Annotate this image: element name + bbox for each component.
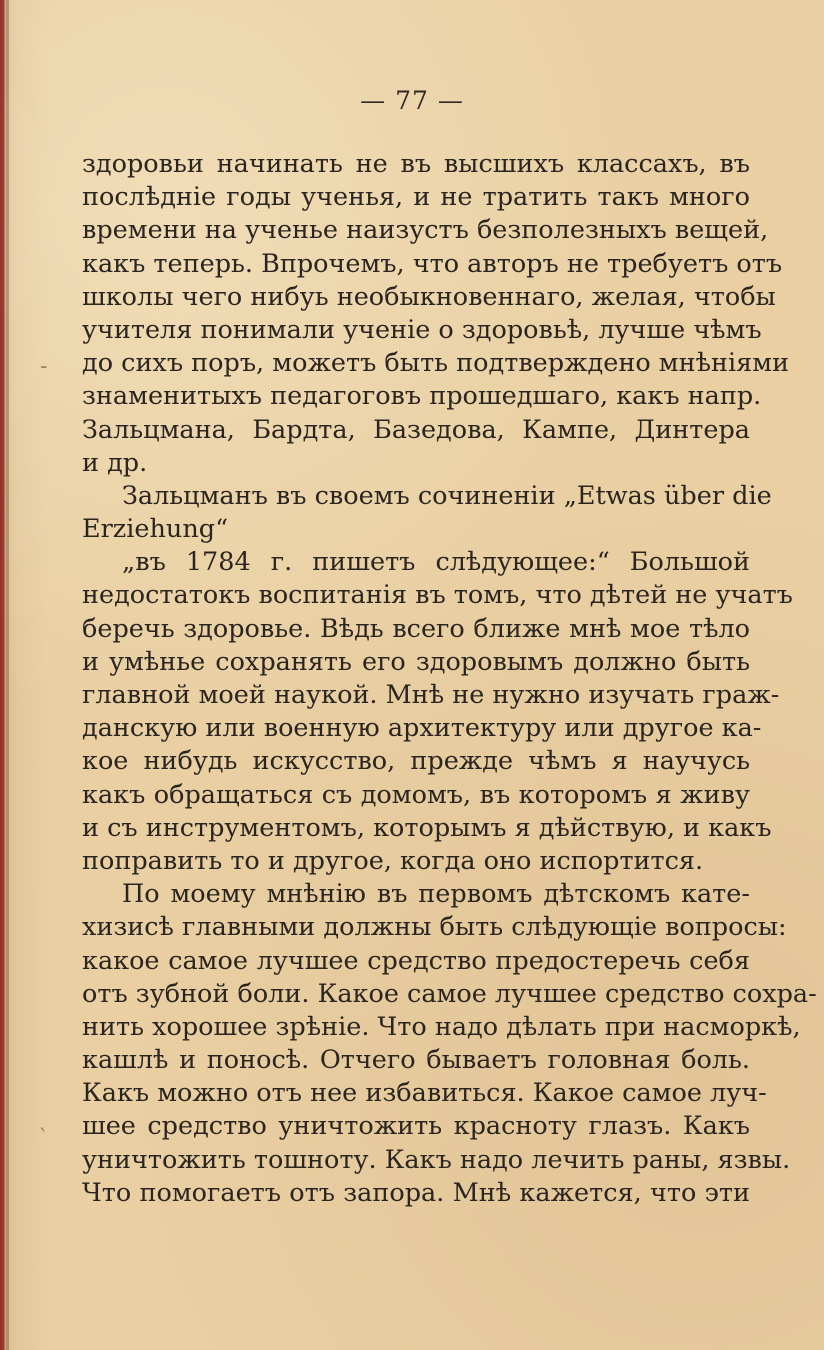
text-line: кашлѣ и поносѣ. Отчего бываетъ головная боль.: [82, 1045, 750, 1076]
body-text: [82, 148, 817, 1210]
text-line: Какъ можно отъ нее избавиться. Какое самое луч-: [82, 1078, 767, 1109]
page-shadow-edge: [6, 0, 9, 1350]
text-line: данскую или военную архитектуру или другое ка-: [82, 713, 762, 744]
text-line: поправить то и другое, когда оно испортится.: [82, 845, 704, 876]
text-line: кое нибудь искусство, прежде чѣмъ я научусь: [82, 746, 750, 777]
text-line: послѣднiе годы ученья, и не тратить такъ много: [82, 182, 750, 213]
text-line: и съ инструментомъ, которымъ я дѣйствую, и какъ: [82, 812, 772, 843]
text-line: недостатокъ воспитанiя въ томъ, что дѣтей не учатъ: [82, 580, 793, 611]
text-line: школы чего нибуь необыкновеннаго, желая, чтобы: [82, 281, 776, 312]
text-line: Зальцманъ въ своемъ сочиненiи „Etwas über die: [122, 480, 772, 511]
text-line: учителя понимали ученiе о здоровьѣ, лучше чѣмъ: [82, 314, 762, 345]
text-line: Зальцмана, Бардта, Базедова, Кампе, Динтера: [82, 414, 750, 445]
text-line: нить хорошее зрѣнiе. Что надо дѣлать при насморкѣ,: [82, 1011, 801, 1042]
margin-mark: -: [40, 354, 48, 379]
page-number: — 77 —: [360, 86, 464, 115]
text-line: и др.: [82, 447, 148, 478]
text-line: шее средство уничтожить красноту глазъ. Какъ: [82, 1111, 750, 1142]
text-line: отъ зубной боли. Какое самое лучшее средство сохра-: [82, 978, 817, 1009]
text-line: какъ теперь. Впрочемъ, что авторъ не требуетъ отъ: [82, 248, 783, 279]
text-line: какое самое лучшее средство предостеречь себя: [82, 945, 750, 976]
text-line: главной моей наукой. Мнѣ не нужно изучать граж-: [82, 680, 780, 710]
text-line: какъ обращаться съ домомъ, въ которомъ я живу: [82, 779, 750, 810]
text-line: Erziehung“: [82, 514, 229, 545]
text-line: до сихъ поръ, можетъ быть подтверждено мнѣнiями: [82, 348, 790, 379]
text-line: времени на ученье наизустъ безполезныхъ вещей,: [82, 215, 769, 246]
margin-mark: ‵: [40, 1125, 45, 1150]
text-line: здоровьи начинать не въ высшихъ классахъ, въ: [82, 149, 750, 179]
text-line: и умѣнье сохранять его здоровымъ должно быть: [82, 646, 750, 677]
text-line: хизисѣ главными должны быть слѣдующiе вопросы:: [82, 912, 787, 943]
text-line: беречь здоровье. Вѣдь всего ближе мнѣ мое тѣло: [82, 613, 750, 644]
text-line: „въ 1784 г. пишетъ слѣдующее:“ Большой: [122, 547, 750, 578]
text-line: Что помогаетъ отъ запора. Мнѣ кажется, что эти: [82, 1177, 750, 1208]
text-line: уничтожить тошноту. Какъ надо лечить раны, язвы.: [82, 1144, 791, 1175]
text-line: По моему мнѣнiю въ первомъ дѣтскомъ кате-: [122, 879, 750, 910]
text-line: знаменитыхъ педагоговъ прошедшаго, какъ напр.: [82, 381, 762, 412]
